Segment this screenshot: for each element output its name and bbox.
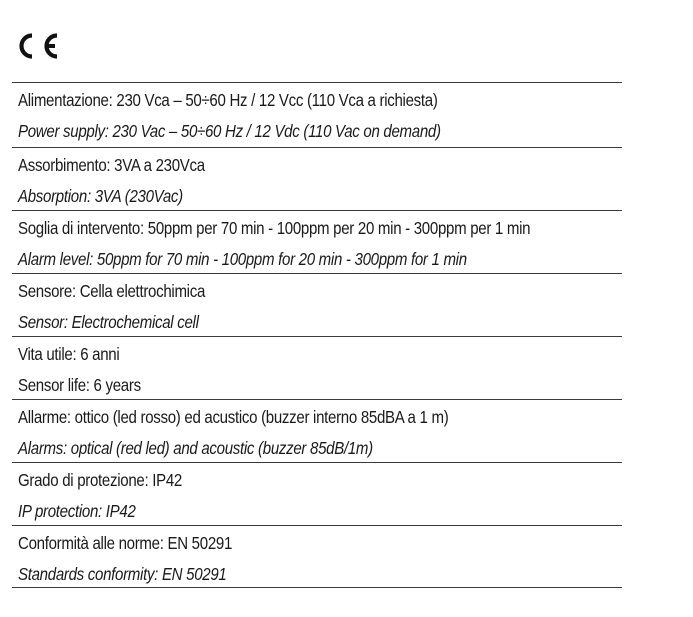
spec-italian-text: Allarme: ottico (led rosso) ed acustico (buzzer interno 85dBA a 1 m) [18,407,449,427]
spec-row-sensor-life [12,336,622,399]
spec-row-standards [12,525,622,588]
spec-italian-text: Sensore: Cella elettrochimica [18,281,206,301]
spec-row-alarms [12,399,622,462]
spec-row-alarm-level [12,210,622,273]
spec-english-text: Sensor life: 6 years [18,375,141,395]
spec-english-text: Absorption: 3VA (230Vac) [18,186,183,206]
spec-row-absorption [12,147,622,210]
spec-italian-text: Conformità alle norme: EN 50291 [18,533,233,553]
spec-row-power-supply [12,82,622,147]
spec-row-ip-protection [12,462,622,525]
spec-english-text: Alarm level: 50ppm for 70 min - 100ppm for 20 min - 300ppm for 1 min [18,249,467,269]
specifications-table [12,82,622,588]
spec-italian-text: Alimentazione: 230 Vca – 50÷60 Hz / 12 Vcc (110 Vca a richiesta) [18,90,438,110]
ce-mark-logo [13,31,63,61]
spec-italian-text: Assorbimento: 3VA a 230Vca [18,155,205,175]
spec-english-text: Power supply: 230 Vac – 50÷60 Hz / 12 Vdc (110 Vac on demand) [18,121,441,141]
spec-english-text: Alarms: optical (red led) and acoustic (buzzer 85dB/1m) [18,438,373,458]
spec-italian-text: Soglia di intervento: 50ppm per 70 min - 100ppm per 20 min - 300ppm per 1 min [18,218,531,238]
spec-english-text: IP protection: IP42 [18,501,136,521]
spec-english-text: Standards conformity: EN 50291 [18,564,227,584]
spec-italian-text: Grado di protezione: IP42 [18,470,182,490]
spec-english-text: Sensor: Electrochemical cell [18,312,199,332]
spec-row-sensor [12,273,622,336]
spec-italian-text: Vita utile: 6 anni [18,344,120,364]
